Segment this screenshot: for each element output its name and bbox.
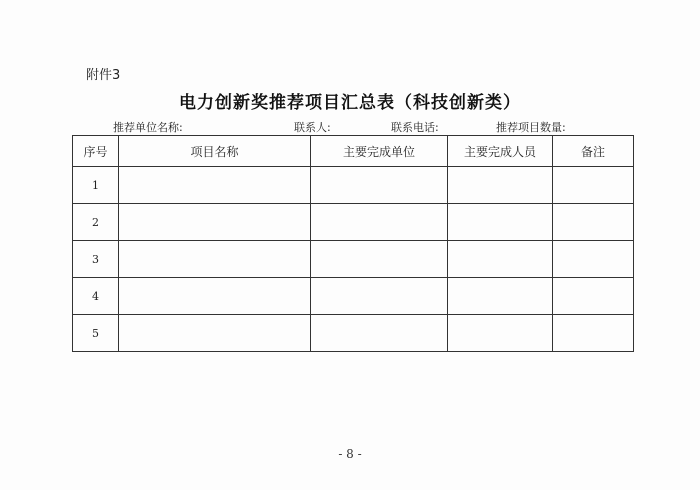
project-name-cell[interactable] (119, 204, 311, 241)
table-row (73, 241, 634, 278)
info-row (0, 119, 700, 135)
main-unit-cell[interactable] (311, 167, 448, 204)
header-main-unit: 主要完成单位 (311, 136, 448, 167)
table-row (73, 315, 634, 352)
main-persons-cell[interactable] (448, 204, 553, 241)
row-number: 3 (73, 241, 119, 278)
row-number: 5 (73, 315, 119, 352)
remarks-cell[interactable] (553, 315, 634, 352)
main-persons-cell[interactable] (448, 167, 553, 204)
header-main-persons: 主要完成人员 (448, 136, 553, 167)
remarks-cell[interactable] (553, 167, 634, 204)
main-unit-cell[interactable] (311, 278, 448, 315)
page-number: - 8 - (338, 447, 362, 461)
project-name-cell[interactable] (119, 278, 311, 315)
remarks-cell[interactable] (553, 278, 634, 315)
project-name-cell[interactable] (119, 241, 311, 278)
row-number: 4 (73, 278, 119, 315)
remarks-cell[interactable] (553, 241, 634, 278)
header-remarks: 备注 (553, 136, 634, 167)
row-number: 2 (73, 204, 119, 241)
main-persons-cell[interactable] (448, 241, 553, 278)
main-unit-cell[interactable] (311, 204, 448, 241)
attachment-label: 附件3 (86, 68, 121, 83)
table-row (73, 204, 634, 241)
header-project-name: 项目名称 (119, 136, 311, 167)
main-unit-cell[interactable] (311, 241, 448, 278)
main-unit-cell[interactable] (311, 315, 448, 352)
project-count-label: 推荐项目数量: (496, 121, 566, 134)
project-name-cell[interactable] (119, 315, 311, 352)
remarks-cell[interactable] (553, 204, 634, 241)
contact-person-label: 联系人: (294, 121, 331, 134)
main-persons-cell[interactable] (448, 278, 553, 315)
document-title: 电力创新奖推荐项目汇总表（科技创新类） (179, 93, 521, 113)
recommending-unit-label: 推荐单位名称: (113, 121, 183, 134)
header-serial-number: 序号 (73, 136, 119, 167)
summary-table (72, 135, 634, 352)
main-persons-cell[interactable] (448, 315, 553, 352)
table-header-row (73, 136, 634, 167)
table-row (73, 278, 634, 315)
row-number: 1 (73, 167, 119, 204)
contact-phone-label: 联系电话: (391, 121, 439, 134)
project-name-cell[interactable] (119, 167, 311, 204)
table-row (73, 167, 634, 204)
